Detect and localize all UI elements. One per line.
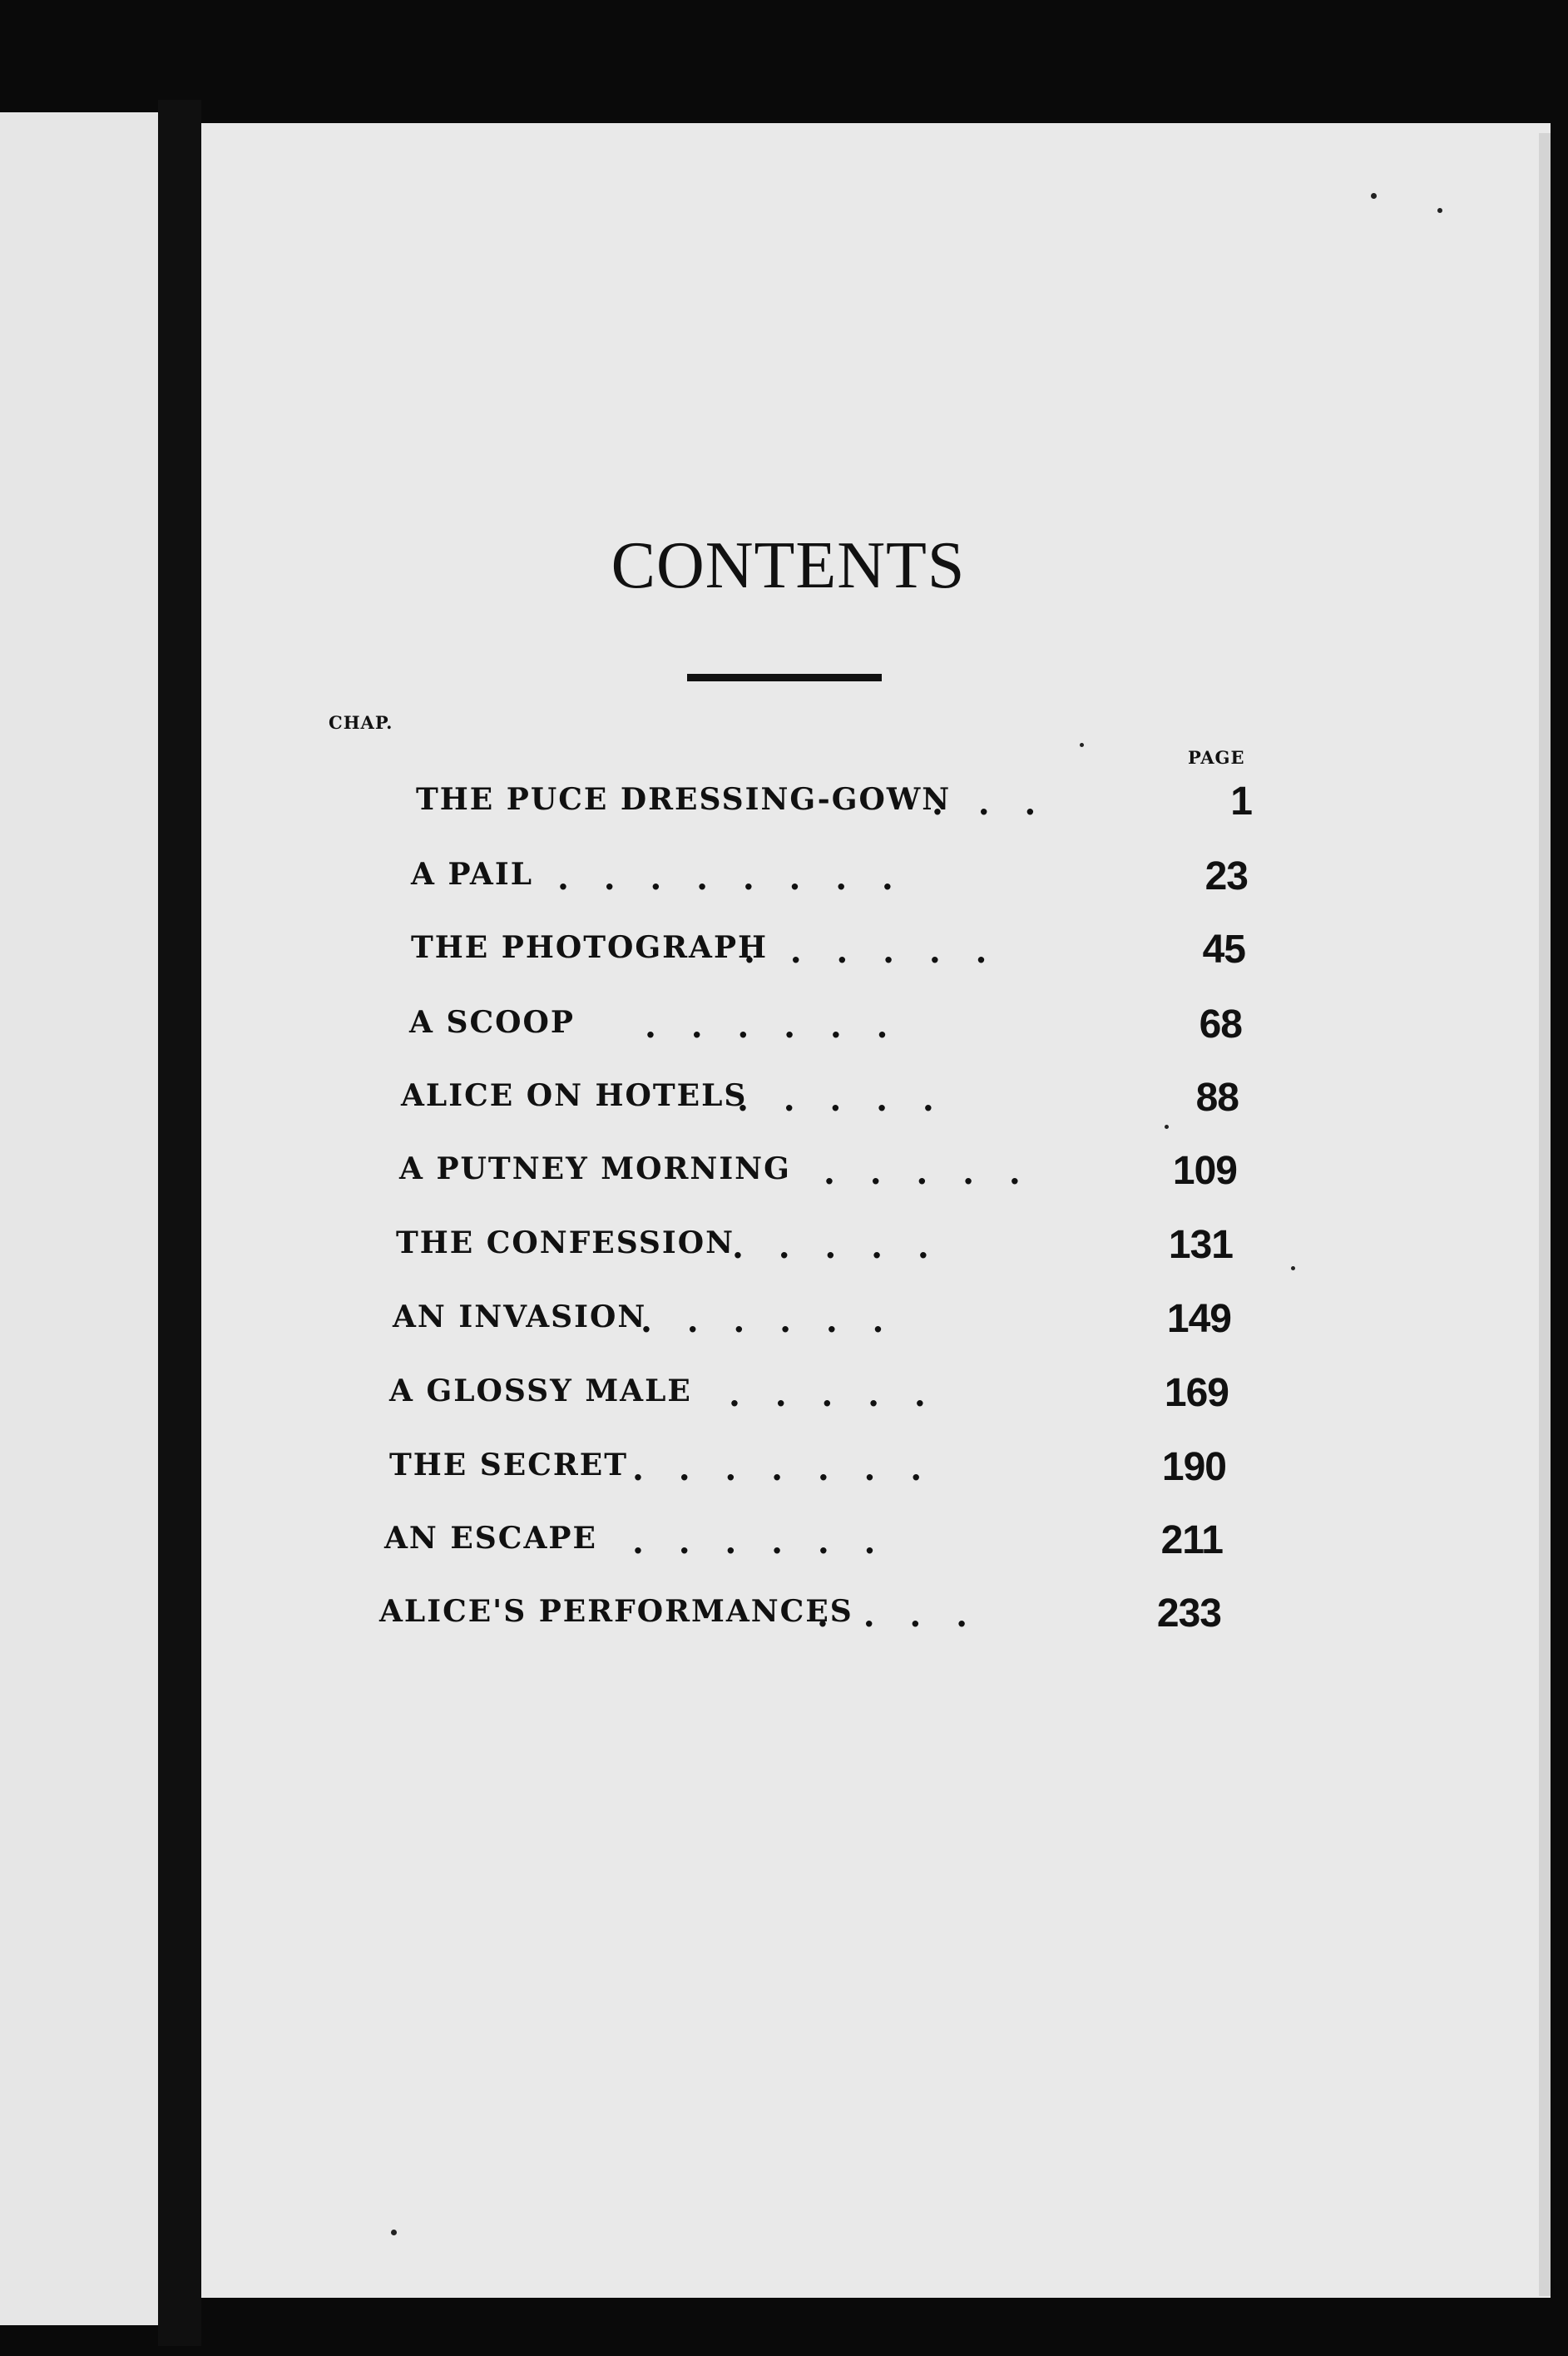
scan-speck	[1371, 193, 1377, 199]
leader-dots: . . . . .	[737, 1080, 934, 1119]
chapter-page-number: 169	[1164, 1371, 1229, 1415]
contents-title: CONTENTS	[611, 529, 966, 602]
chapter-title: A SCOOP	[409, 1005, 575, 1040]
chapter-title: AN INVASION	[393, 1299, 647, 1334]
chapter-title: THE CONFESSION	[396, 1225, 735, 1260]
scan-speck	[1291, 1266, 1295, 1270]
leader-dots: . . . . .	[729, 1375, 926, 1414]
chapter-page-number: 1	[1230, 780, 1252, 824]
leader-dots: . . . . . .	[744, 932, 987, 971]
chapter-page-number: 23	[1204, 854, 1248, 898]
leader-dots: . . . . . .	[632, 1522, 876, 1562]
chapter-title: THE SECRET	[389, 1448, 629, 1482]
chapter-title: THE PUCE DRESSING-GOWN	[416, 782, 952, 817]
chapter-page-number: 88	[1195, 1076, 1239, 1120]
scan-speck	[391, 2230, 397, 2235]
chapter-page-number: 45	[1202, 928, 1245, 972]
chapter-page-number: 233	[1156, 1591, 1221, 1636]
page-column-label: PAGE	[1188, 747, 1245, 768]
contents-page	[201, 123, 1551, 2298]
chap-column-label: CHAP.	[329, 712, 393, 733]
leader-dots: . . . . . . .	[632, 1449, 922, 1488]
leader-dots: . . . . . .	[641, 1301, 884, 1340]
leader-dots: . . . . .	[824, 1153, 1021, 1192]
leader-dots: . . . . . . . .	[557, 859, 893, 898]
book-gutter	[158, 100, 201, 2346]
chapter-title: ALICE ON HOTELS	[401, 1078, 748, 1113]
chapter-page-number: 190	[1161, 1445, 1226, 1489]
scan-speck	[1080, 743, 1084, 747]
chapter-title: ALICE'S PERFORMANCES	[379, 1594, 853, 1629]
leader-dots: . . . .	[817, 1596, 968, 1635]
chapter-title: AN ESCAPE	[384, 1521, 597, 1556]
chapter-title: A PAIL	[411, 857, 533, 892]
facing-page-edge	[0, 112, 158, 2325]
scan-speck	[1165, 1125, 1169, 1129]
chapter-page-number: 211	[1160, 1518, 1223, 1562]
chapter-page-number: 131	[1168, 1223, 1233, 1267]
title-rule	[687, 674, 882, 681]
chapter-title: A PUTNEY MORNING	[399, 1151, 791, 1186]
page-edge-shadow	[1539, 133, 1551, 2296]
scan-speck	[1437, 208, 1442, 213]
chapter-page-number: 109	[1172, 1149, 1237, 1193]
chapter-page-number: 149	[1166, 1297, 1231, 1341]
leader-dots: . . .	[932, 784, 1036, 823]
chapter-title: A GLOSSY MALE	[389, 1374, 692, 1408]
leader-dots: . . . . .	[732, 1227, 929, 1266]
leader-dots: . . . . . .	[645, 1007, 888, 1046]
chapter-page-number: 68	[1199, 1002, 1242, 1047]
chapter-title: THE PHOTOGRAPH	[411, 930, 769, 965]
